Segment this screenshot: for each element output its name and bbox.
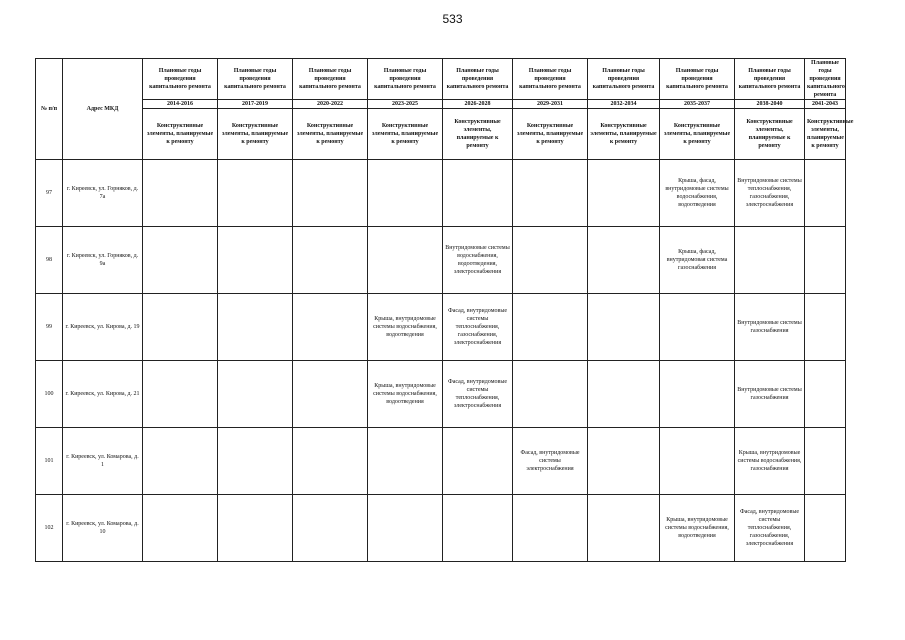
row-elements-cell <box>218 495 293 562</box>
row-elements-cell <box>293 428 368 495</box>
header-elements-label: Конструктивные элементы, планируемые к ремонту <box>735 109 805 160</box>
row-elements-cell <box>368 160 443 227</box>
header-period-years: 2038-2040 <box>735 100 805 109</box>
row-number: 100 <box>36 361 63 428</box>
table-row <box>36 428 846 495</box>
row-elements-cell <box>805 227 846 294</box>
header-period-years: 2035-2037 <box>660 100 735 109</box>
header-elements-label: Конструктивные элементы, планируемые к ремонту <box>293 109 368 160</box>
header-period-label: Плановые годы проведения капитального ремонта <box>368 59 443 100</box>
row-elements-cell <box>143 361 218 428</box>
header-period-years: 2041-2043 <box>805 100 846 109</box>
page-number: 533 <box>442 12 463 26</box>
row-elements-cell <box>443 160 513 227</box>
header-period-years: 2017-2019 <box>218 100 293 109</box>
row-elements-cell <box>368 227 443 294</box>
row-elements-cell <box>805 428 846 495</box>
row-elements-cell <box>513 495 588 562</box>
header-elements-label: Конструктивные элементы, планируемые к ремонту <box>368 109 443 160</box>
row-elements-cell <box>143 227 218 294</box>
header-elements-label: Конструктивные элементы, планируемые к ремонту <box>218 109 293 160</box>
row-elements-cell: Фасад, внутридомовые системы теплоснабжения, газоснабжения, электроснабжения <box>735 495 805 562</box>
row-elements-cell <box>805 160 846 227</box>
header-elements-label: Конструктивные элементы, планируемые к ремонту <box>805 109 846 160</box>
row-elements-cell <box>513 227 588 294</box>
row-number: 101 <box>36 428 63 495</box>
header-period-label: Плановые годы проведения капитального ремонта <box>660 59 735 100</box>
header-period-label: Плановые годы проведения капитального ремонта <box>588 59 660 100</box>
header-elements-label: Конструктивные элементы, планируемые к ремонту <box>513 109 588 160</box>
header-elements-label: Конструктивные элементы, планируемые к ремонту <box>443 109 513 160</box>
row-elements-cell <box>218 294 293 361</box>
header-period-label: Плановые годы проведения капитального ремонта <box>293 59 368 100</box>
row-elements-cell <box>143 428 218 495</box>
row-elements-cell <box>513 160 588 227</box>
row-elements-cell <box>735 227 805 294</box>
row-elements-cell <box>660 361 735 428</box>
row-elements-cell <box>588 495 660 562</box>
header-period-years: 2023-2025 <box>368 100 443 109</box>
row-address: г. Киреевск, ул. Горняков, д. 9а <box>63 227 143 294</box>
table-row <box>36 294 846 361</box>
row-elements-cell <box>293 361 368 428</box>
row-elements-cell <box>293 160 368 227</box>
row-address: г. Киреевск, ул. Кирова, д. 21 <box>63 361 143 428</box>
row-address: г. Киреевск, ул. Комарова, д. 10 <box>63 495 143 562</box>
row-elements-cell: Крыша, внутридомовые системы водоснабжения, водоотведения <box>660 495 735 562</box>
row-elements-cell: Крыша, внутридомовые системы водоснабжения, газоснабжения <box>735 428 805 495</box>
row-elements-cell <box>660 428 735 495</box>
row-elements-cell <box>588 294 660 361</box>
header-elements-label: Конструктивные элементы, планируемые к ремонту <box>588 109 660 160</box>
row-elements-cell: Крыша, внутридомовые системы водоснабжения, водоотведения <box>368 361 443 428</box>
header-elements-label: Конструктивные элементы, планируемые к ремонту <box>143 109 218 160</box>
row-address: г. Киреевск, ул. Комарова, д. 1 <box>63 428 143 495</box>
table-row <box>36 495 846 562</box>
header-period-label: Плановые годы проведения капитального ремонта <box>143 59 218 100</box>
row-elements-cell <box>443 428 513 495</box>
row-elements-cell <box>513 361 588 428</box>
row-elements-cell <box>443 495 513 562</box>
row-elements-cell <box>368 495 443 562</box>
row-elements-cell <box>143 294 218 361</box>
header-address: Адрес МКД <box>63 59 143 160</box>
header-period-label: Плановые годы проведения капитального ремонта <box>218 59 293 100</box>
header-period-label: Плановые годы проведения капитального ремонта <box>443 59 513 100</box>
table-row <box>36 361 846 428</box>
row-elements-cell <box>293 294 368 361</box>
table-header <box>36 59 854 160</box>
row-number: 97 <box>36 160 63 227</box>
row-elements-cell <box>805 294 846 361</box>
row-elements-cell: Фасад, внутридомовые системы теплоснабжения, газоснабжения, электроснабжения <box>443 294 513 361</box>
row-elements-cell: Крыша, фасад, внутридомовые системы водоснабжения, водоотведения <box>660 160 735 227</box>
row-address: г. Киреевск, ул. Кирова, д. 19 <box>63 294 143 361</box>
row-elements-cell <box>293 495 368 562</box>
table-row <box>36 160 846 227</box>
row-elements-cell <box>218 160 293 227</box>
header-period-years: 2032-2034 <box>588 100 660 109</box>
row-elements-cell: Крыша, фасад, внутридомовая система газоснабжения <box>660 227 735 294</box>
row-elements-cell <box>660 294 735 361</box>
row-elements-cell <box>293 227 368 294</box>
table-row <box>36 227 846 294</box>
repair-schedule-table <box>35 58 854 562</box>
row-elements-cell <box>588 227 660 294</box>
row-number: 99 <box>36 294 63 361</box>
header-num: № п/п <box>36 59 63 160</box>
header-period-years: 2029-2031 <box>513 100 588 109</box>
header-period-label: Плановые годы проведения капитального ремонта <box>805 59 846 100</box>
row-elements-cell <box>218 361 293 428</box>
header-period-label: Плановые годы проведения капитального ремонта <box>513 59 588 100</box>
row-elements-cell <box>588 160 660 227</box>
row-elements-cell <box>805 495 846 562</box>
header-period-label: Плановые годы проведения капитального ремонта <box>735 59 805 100</box>
row-elements-cell <box>218 428 293 495</box>
row-number: 102 <box>36 495 63 562</box>
row-elements-cell <box>143 160 218 227</box>
row-elements-cell: Фасад, внутридомовые системы теплоснабжения, электроснабжения <box>443 361 513 428</box>
row-elements-cell <box>588 361 660 428</box>
row-elements-cell: Внутридомовые системы водоснабжения, водоотведения, электроснабжения <box>443 227 513 294</box>
row-elements-cell: Фасад, внутридомовые системы электроснабжения <box>513 428 588 495</box>
row-elements-cell <box>368 428 443 495</box>
row-elements-cell: Внутридомовые системы теплоснабжения, газоснабжения, электроснабжения <box>735 160 805 227</box>
row-elements-cell <box>588 428 660 495</box>
row-elements-cell: Внутридомовые системы газоснабжения <box>735 294 805 361</box>
header-period-years: 2014-2016 <box>143 100 218 109</box>
row-address: г. Киреевск, ул. Горняков, д. 7а <box>63 160 143 227</box>
row-elements-cell <box>513 294 588 361</box>
header-period-years: 2020-2022 <box>293 100 368 109</box>
row-elements-cell <box>143 495 218 562</box>
header-elements-label: Конструктивные элементы, планируемые к ремонту <box>660 109 735 160</box>
table-body <box>36 160 846 562</box>
row-elements-cell <box>218 227 293 294</box>
row-elements-cell: Внутридомовые системы газоснабжения <box>735 361 805 428</box>
row-number: 98 <box>36 227 63 294</box>
row-elements-cell <box>805 361 846 428</box>
header-period-years: 2026-2028 <box>443 100 513 109</box>
row-elements-cell: Крыша, внутридомовые системы водоснабжения, водоотведения <box>368 294 443 361</box>
